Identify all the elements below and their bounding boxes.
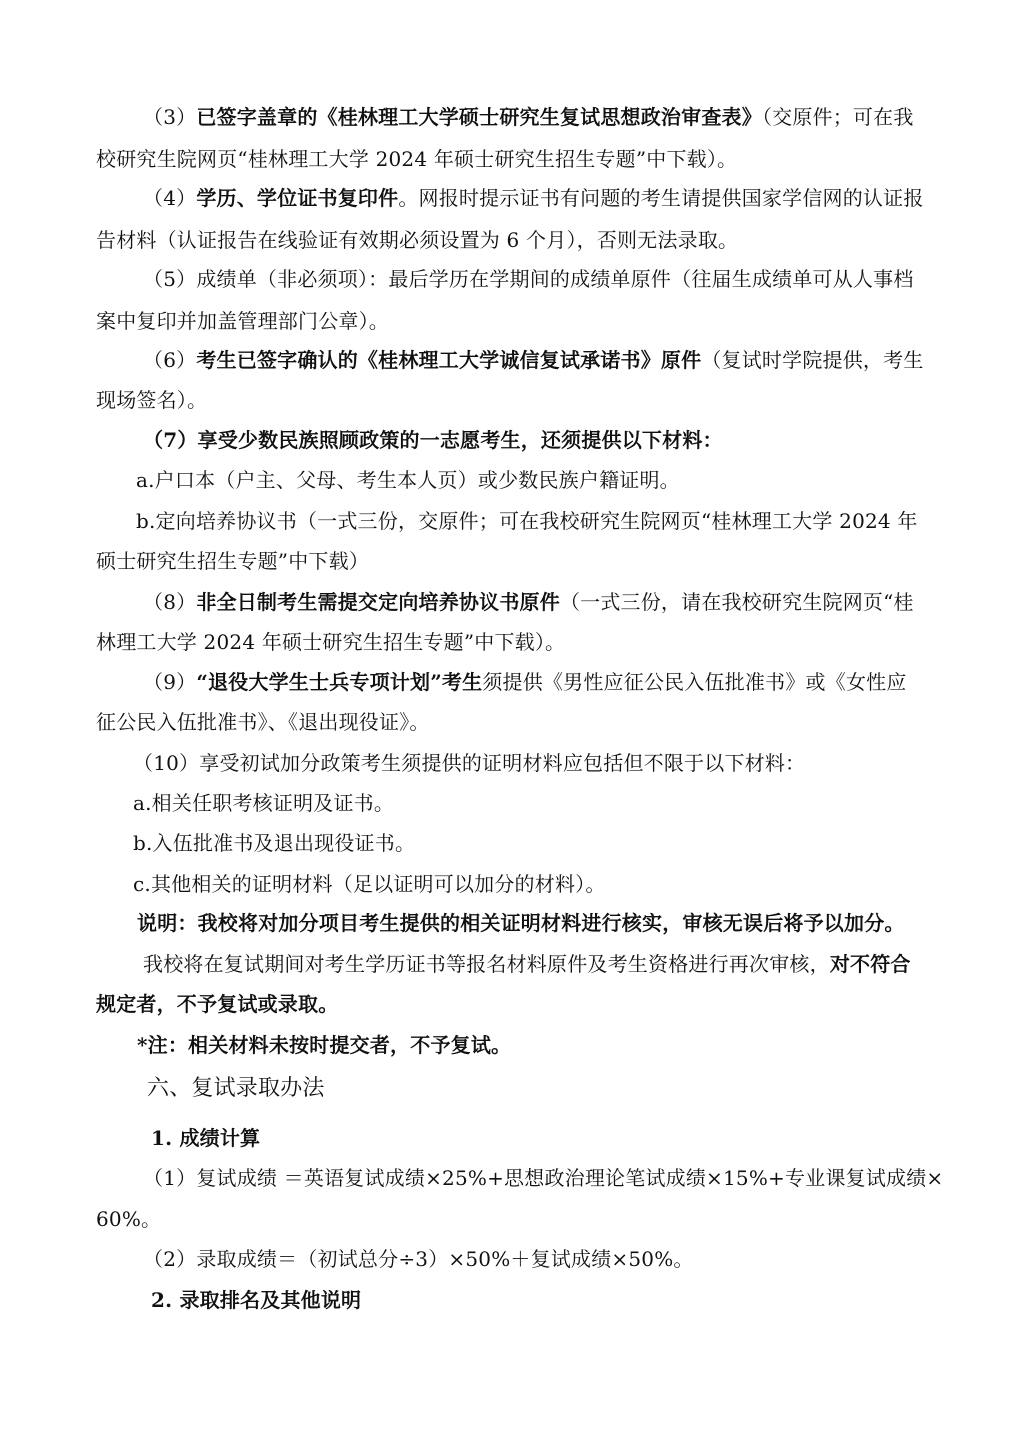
item-9-line-2: 征公民入伍批准书》、《退出现役证》。 (96, 710, 430, 734)
item-9-line-1: （9）“退役大学生士兵专项计划”考生须提供《男性应征公民入伍批准书》或《女性应 (143, 670, 907, 694)
item-4-line-2: 告材料（认证报告在线验证有效期必须设置为 6 个月），否则无法录取。 (96, 228, 739, 252)
review-line-1: 我校将在复试期间对考生学历证书等报名材料原件及考生资格进行再次审核，对不符合 (143, 952, 911, 976)
bonus-note: 说明：我校将对加分项目考生提供的相关证明材料进行核实，审核无误后将予以加分。 (137, 911, 905, 935)
item-7-b-line-2: 硕士研究生招生专题”中下载） (96, 549, 370, 573)
item-10-c: c.其他相关的证明材料（足以证明可以加分的材料）。 (133, 872, 606, 896)
subsection-ranking: 2. 录取排名及其他说明 (151, 1288, 362, 1312)
formula-1-line-1: （1）复试成绩 ＝英语复试成绩×25%+思想政治理论笔试成绩×15%+专业课复试成绩× (143, 1166, 944, 1190)
item-10-b: b.入伍批准书及退出现役证书。 (133, 831, 416, 855)
formula-1-line-2: 60%。 (96, 1207, 162, 1231)
formula-2: （2）录取成绩＝（初试总分÷3）×50%＋复试成绩×50%。 (143, 1247, 694, 1271)
item-3-line-1: （3）已签字盖章的《桂林理工大学硕士研究生复试思想政治审查表》（交原件；可在我 (143, 105, 914, 129)
star-note: *注：相关材料未按时提交者，不予复试。 (137, 1033, 512, 1057)
item-7-a: a.户口本（户主、父母、考生本人页）或少数民族户籍证明。 (136, 468, 680, 492)
subsection-score-calculation: 1. 成绩计算 (151, 1126, 261, 1150)
item-5-line-2: 案中复印并加盖管理部门公章）。 (96, 309, 389, 333)
item-3-line-2: 校研究生院网页“桂林理工大学 2024 年硕士研究生招生专题”中下载）。 (96, 147, 738, 171)
item-8-line-1: （8）非全日制考生需提交定向培养协议书原件（一式三份，请在我校研究生院网页“桂 (143, 590, 914, 614)
section-6-heading: 六、复试录取办法 (147, 1076, 325, 1101)
item-10-line-1: （10）享受初试加分政策考生须提供的证明材料应包括但不限于以下材料： (133, 751, 806, 775)
item-8-line-2: 林理工大学 2024 年硕士研究生招生专题”中下载）。 (96, 630, 566, 654)
review-line-2: 规定者，不予复试或录取。 (96, 992, 339, 1016)
item-4-line-1: （4）学历、学位证书复印件。网报时提示证书有问题的考生请提供国家学信网的认证报 (143, 186, 924, 210)
item-7-line-1: （7）享受少数民族照顾政策的一志愿考生，还须提供以下材料： (143, 428, 723, 452)
item-10-a: a.相关任职考核证明及证书。 (133, 791, 395, 815)
item-5-line-1: （5）成绩单（非必须项）：最后学历在学期间的成绩单原件（往届生成绩单可从人事档 (143, 267, 914, 291)
item-6-line-2: 现场签名）。 (96, 388, 208, 412)
item-6-line-1: （6）考生已签字确认的《桂林理工大学诚信复试承诺书》原件（复试时学院提供，考生 (143, 348, 924, 372)
item-7-b-line-1: b.定向培养协议书（一式三份，交原件；可在我校研究生院网页“桂林理工大学 2024 年 (136, 509, 918, 533)
